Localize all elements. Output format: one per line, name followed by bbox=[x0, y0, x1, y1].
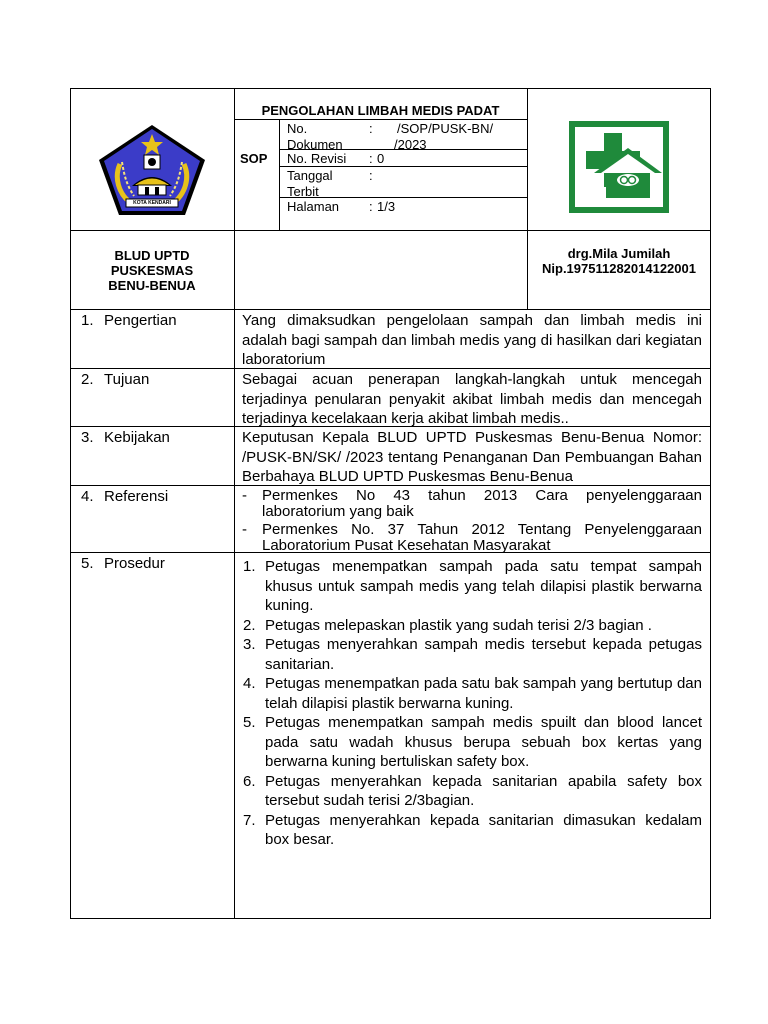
field-halaman-value: 1/3 bbox=[377, 199, 396, 214]
field-tanggal-terbit-sep: : bbox=[369, 168, 373, 183]
section-number-tujuan: 2. bbox=[81, 371, 94, 388]
field-no-dokumen-sep: : bbox=[369, 121, 373, 136]
field-tanggal-terbit-key: Tanggal Terbit bbox=[287, 168, 333, 199]
field-no-revisi-key: No. Revisi bbox=[287, 151, 347, 166]
section-label-tujuan: Tujuan bbox=[104, 371, 150, 388]
list-item: 3. Petugas menyerahkan sampah medis tersebut kepada petugas sanitarian. bbox=[243, 636, 702, 673]
field-halaman-sep: : bbox=[369, 199, 373, 214]
section-number-kebijakan: 3. bbox=[81, 429, 94, 446]
reference-list bbox=[235, 488, 702, 554]
field-no-revisi-sep: : bbox=[369, 151, 373, 166]
emblem-caption: KOTA KENDARI bbox=[133, 200, 171, 206]
document-title: PENGOLAHAN LIMBAH MEDIS PADAT bbox=[261, 103, 500, 118]
procedure-steps bbox=[235, 557, 702, 850]
field-halaman-key: Halaman bbox=[287, 199, 340, 214]
section-text-tujuan: Sebagai acuan penerapan langkah-langkah untuk mencegah terjadinya penularan penyakit akibat limbah medis dan mencegah terjadinya kecelakaan kerja akibat limbah medis.. bbox=[242, 371, 702, 427]
field-no-revisi-value: 0 bbox=[377, 151, 385, 166]
section-label-pengertian: Pengertian bbox=[104, 312, 177, 329]
section-label-kebijakan: Kebijakan bbox=[104, 429, 170, 446]
section-number-pengertian: 1. bbox=[81, 312, 94, 329]
list-item: 2. Petugas melepaskan plastik yang sudah terisi 2/3 bagian . bbox=[243, 616, 652, 634]
sop-label: SOP bbox=[240, 151, 268, 166]
section-label-prosedur: Prosedur bbox=[104, 555, 165, 572]
signatory-name: drg.Mila Jumilah bbox=[567, 246, 671, 261]
section-number-referensi: 4. bbox=[81, 488, 94, 505]
list-item: 5. Petugas menempatkan sampah medis spuilt dan blood lancet pada satu wadah khusus berupa sebuah box kertas yang berwarna kuning bertuliskan safety box. bbox=[243, 714, 702, 770]
list-item: 1. Petugas menempatkan sampah pada satu tempat sampah khusus untuk sampah medis yang telah dilapisi plastik berwarna kuning. bbox=[243, 558, 702, 614]
organization-name: BLUD UPTD PUSKESMAS BENU-BENUA bbox=[108, 248, 196, 293]
field-no-dokumen-key: No. Dokumen bbox=[287, 121, 343, 152]
section-text-pengertian: Yang dimaksudkan pengelolaan sampah dan limbah medis ini adalah bagi sampah dan limbah medis yang di hasilkan dari kegiatan laboratorium bbox=[242, 312, 702, 368]
list-item: 4. Petugas menempatkan pada satu bak sampah yang bertutup dan telah dilapisi plastik berwarna kuning. bbox=[243, 675, 702, 712]
signatory-nip: Nip.197511282014122001 bbox=[542, 261, 696, 276]
list-item: 7. Petugas menyerahkan kepada sanitarian dimasukan kedalam box besar. bbox=[243, 811, 702, 848]
list-item: - Permenkes No. 37 Tahun 2012 Tentang Penyelenggaraan Laboratorium Pusat Kesehatan Masyarakat bbox=[242, 521, 702, 554]
puskesmas-logo bbox=[566, 118, 672, 216]
section-text-kebijakan: Keputusan Kepala BLUD UPTD Puskesmas Benu-Benua Nomor: /PUSK-BN/SK/ /2023 tentang Penanganan Dan Pembuangan Bahan Berbahaya BLUD UPTD Puskesmas Benu-Benua bbox=[242, 429, 702, 485]
field-no-dokumen-value: /SOP/PUSK-BN/ bbox=[397, 121, 494, 136]
list-item: 6. Petugas menyerahkan kepada sanitarian apabila safety box tersebut sudah terisi 2/3bagian. bbox=[243, 772, 702, 809]
section-label-referensi: Referensi bbox=[104, 488, 169, 505]
field-no-dokumen-value-2: /2023 bbox=[394, 137, 427, 152]
kota-kendari-emblem bbox=[96, 122, 208, 218]
list-item: - Permenkes No 43 tahun 2013 Cara penyelenggaraan laboratorium yang baik bbox=[242, 487, 702, 520]
section-number-prosedur: 5. bbox=[81, 555, 94, 572]
signatory-block bbox=[527, 246, 711, 276]
